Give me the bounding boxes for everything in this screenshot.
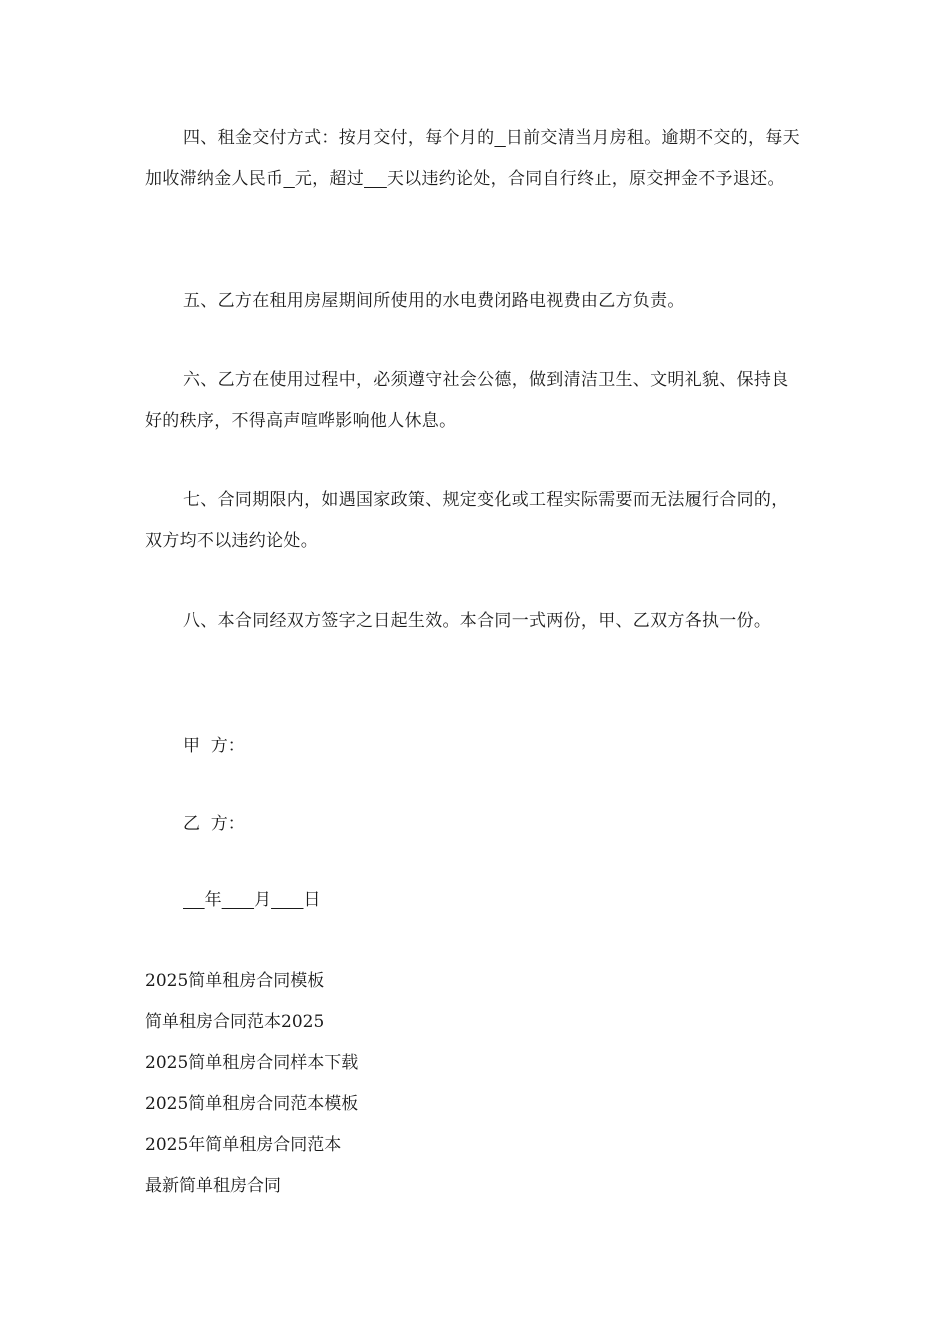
date-day-blank	[271, 890, 303, 910]
clause-4-text-2: 日前交清当月房租。逾期不交的，每天加收滞纳金人民币	[145, 128, 800, 189]
clause-4-text-1: 四、租金交付方式：按月交付，每个月的	[183, 128, 495, 148]
related-link[interactable]: 2025简单租房合同模板	[145, 971, 325, 991]
date-day-label: 日	[303, 890, 321, 910]
clause-8: 八、本合同经双方签字之日起生效。本合同一式两份，甲、乙双方各执一份。	[183, 611, 772, 631]
related-link[interactable]: 2025年简单租房合同范本	[145, 1135, 342, 1155]
clause-4-blank-day	[494, 128, 505, 148]
clause-4-blank-amount	[283, 169, 294, 189]
clause-5: 五、乙方在租用房屋期间所使用的水电费闭路电视费由乙方负责。	[183, 291, 685, 311]
related-links-list	[145, 966, 358, 1212]
date-year-blank	[183, 890, 205, 910]
party-b-signature: 乙 方：	[183, 814, 245, 834]
date-month-blank	[222, 890, 254, 910]
clause-4-text-3: 元，超过	[294, 169, 365, 189]
related-link[interactable]: 2025简单租房合同样本下载	[145, 1053, 359, 1073]
related-link[interactable]: 简单租房合同范本2025	[145, 1012, 325, 1032]
party-a-signature: 甲 方：	[183, 736, 245, 756]
clause-4-text-4: 天以违约论处，合同自行终止，原交押金不予退还。	[386, 169, 785, 189]
clause-4	[145, 118, 800, 200]
date-year-label: 年	[204, 890, 222, 910]
clause-6: 六、乙方在使用过程中，必须遵守社会公德，做到清洁卫生、文明礼貌、保持良好的秩序，不得高声喧哗影响他人休息。	[145, 370, 789, 431]
date-month-label: 月	[254, 890, 272, 910]
clause-4-blank-days	[364, 169, 387, 189]
related-link[interactable]: 2025简单租房合同范本模板	[145, 1094, 359, 1114]
signature-date	[183, 888, 321, 912]
clause-7: 七、合同期限内，如遇国家政策、规定变化或工程实际需要而无法履行合同的，双方均不以违约论处。	[145, 490, 789, 551]
related-link[interactable]: 最新简单租房合同	[145, 1176, 281, 1196]
